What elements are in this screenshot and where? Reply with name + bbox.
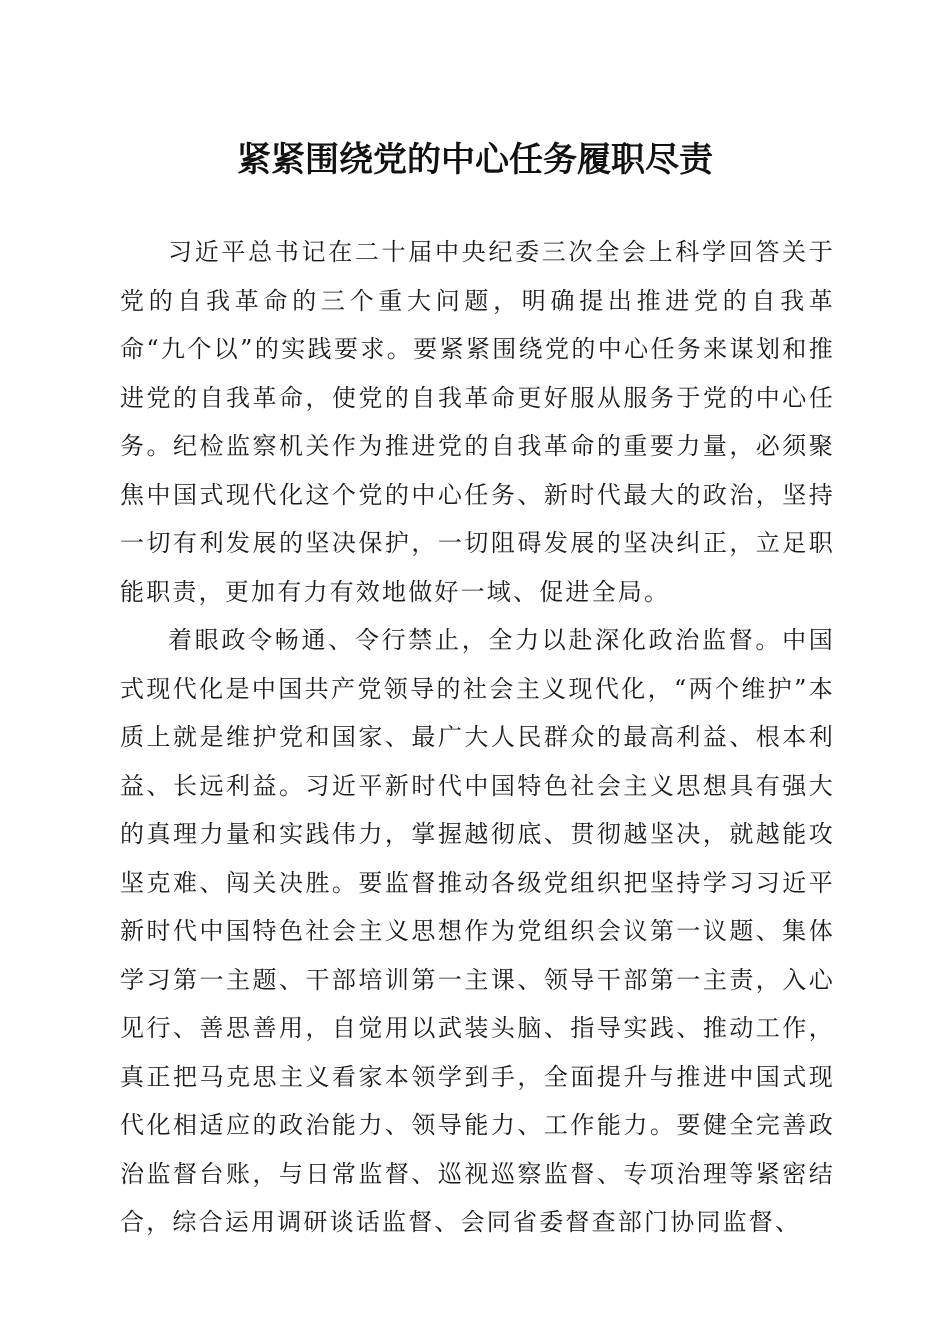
paragraph: 着眼政令畅通、令行禁止，全力以赴深化政治监督。中国式现代化是中国共产党领导的社会主义现代化，“两个维护”本质上就是维护党和国家、最广大人民群众的最高利益、根本利益、长远利益。习近平新时代中国特色社会主义思想具有强大的真理力量和实践伟力，掌握越彻底、贯彻越坚决，就越能攻坚克难、闯关决胜。要监督推动各级党组织把坚持学习习近平新时代中国特色社会主义思想作为党组织会议第一议题、集体学习第一主题、干部培训第一主课、领导干部第一主责，入心见行、善思善用，自觉用以武装头脑、指导实践、推动工作，真正把马克思主义看家本领学到手，全面提升与推进中国式现代化相适应的政治能力、领导能力、工作能力。要健全完善政治监督台账，与日常监督、巡视巡察监督、专项治理等紧密结合，综合运用调研谈话监督、会同省委督查部门协同监督、 bbox=[120, 626, 835, 1236]
document-body bbox=[120, 228, 835, 1247]
paragraph: 习近平总书记在二十届中央纪委三次全会上科学回答关于党的自我革命的三个重大问题，明确提出推进党的自我革命“九个以”的实践要求。要紧紧围绕党的中心任务来谋划和推进党的自我革命，使党的自我革命更好服从服务于党的中心任务。纪检监察机关作为推进党的自我革命的重要力量，必须聚焦中国式现代化这个党的中心任务、新时代最大的政治，坚持一切有利发展的坚决保护，一切阻碍发展的坚决纠正，立足职能职责，更加有力有效地做好一域、促进全局。 bbox=[120, 238, 835, 606]
document-title: 紧紧围绕党的中心任务履职尽责 bbox=[237, 140, 713, 180]
